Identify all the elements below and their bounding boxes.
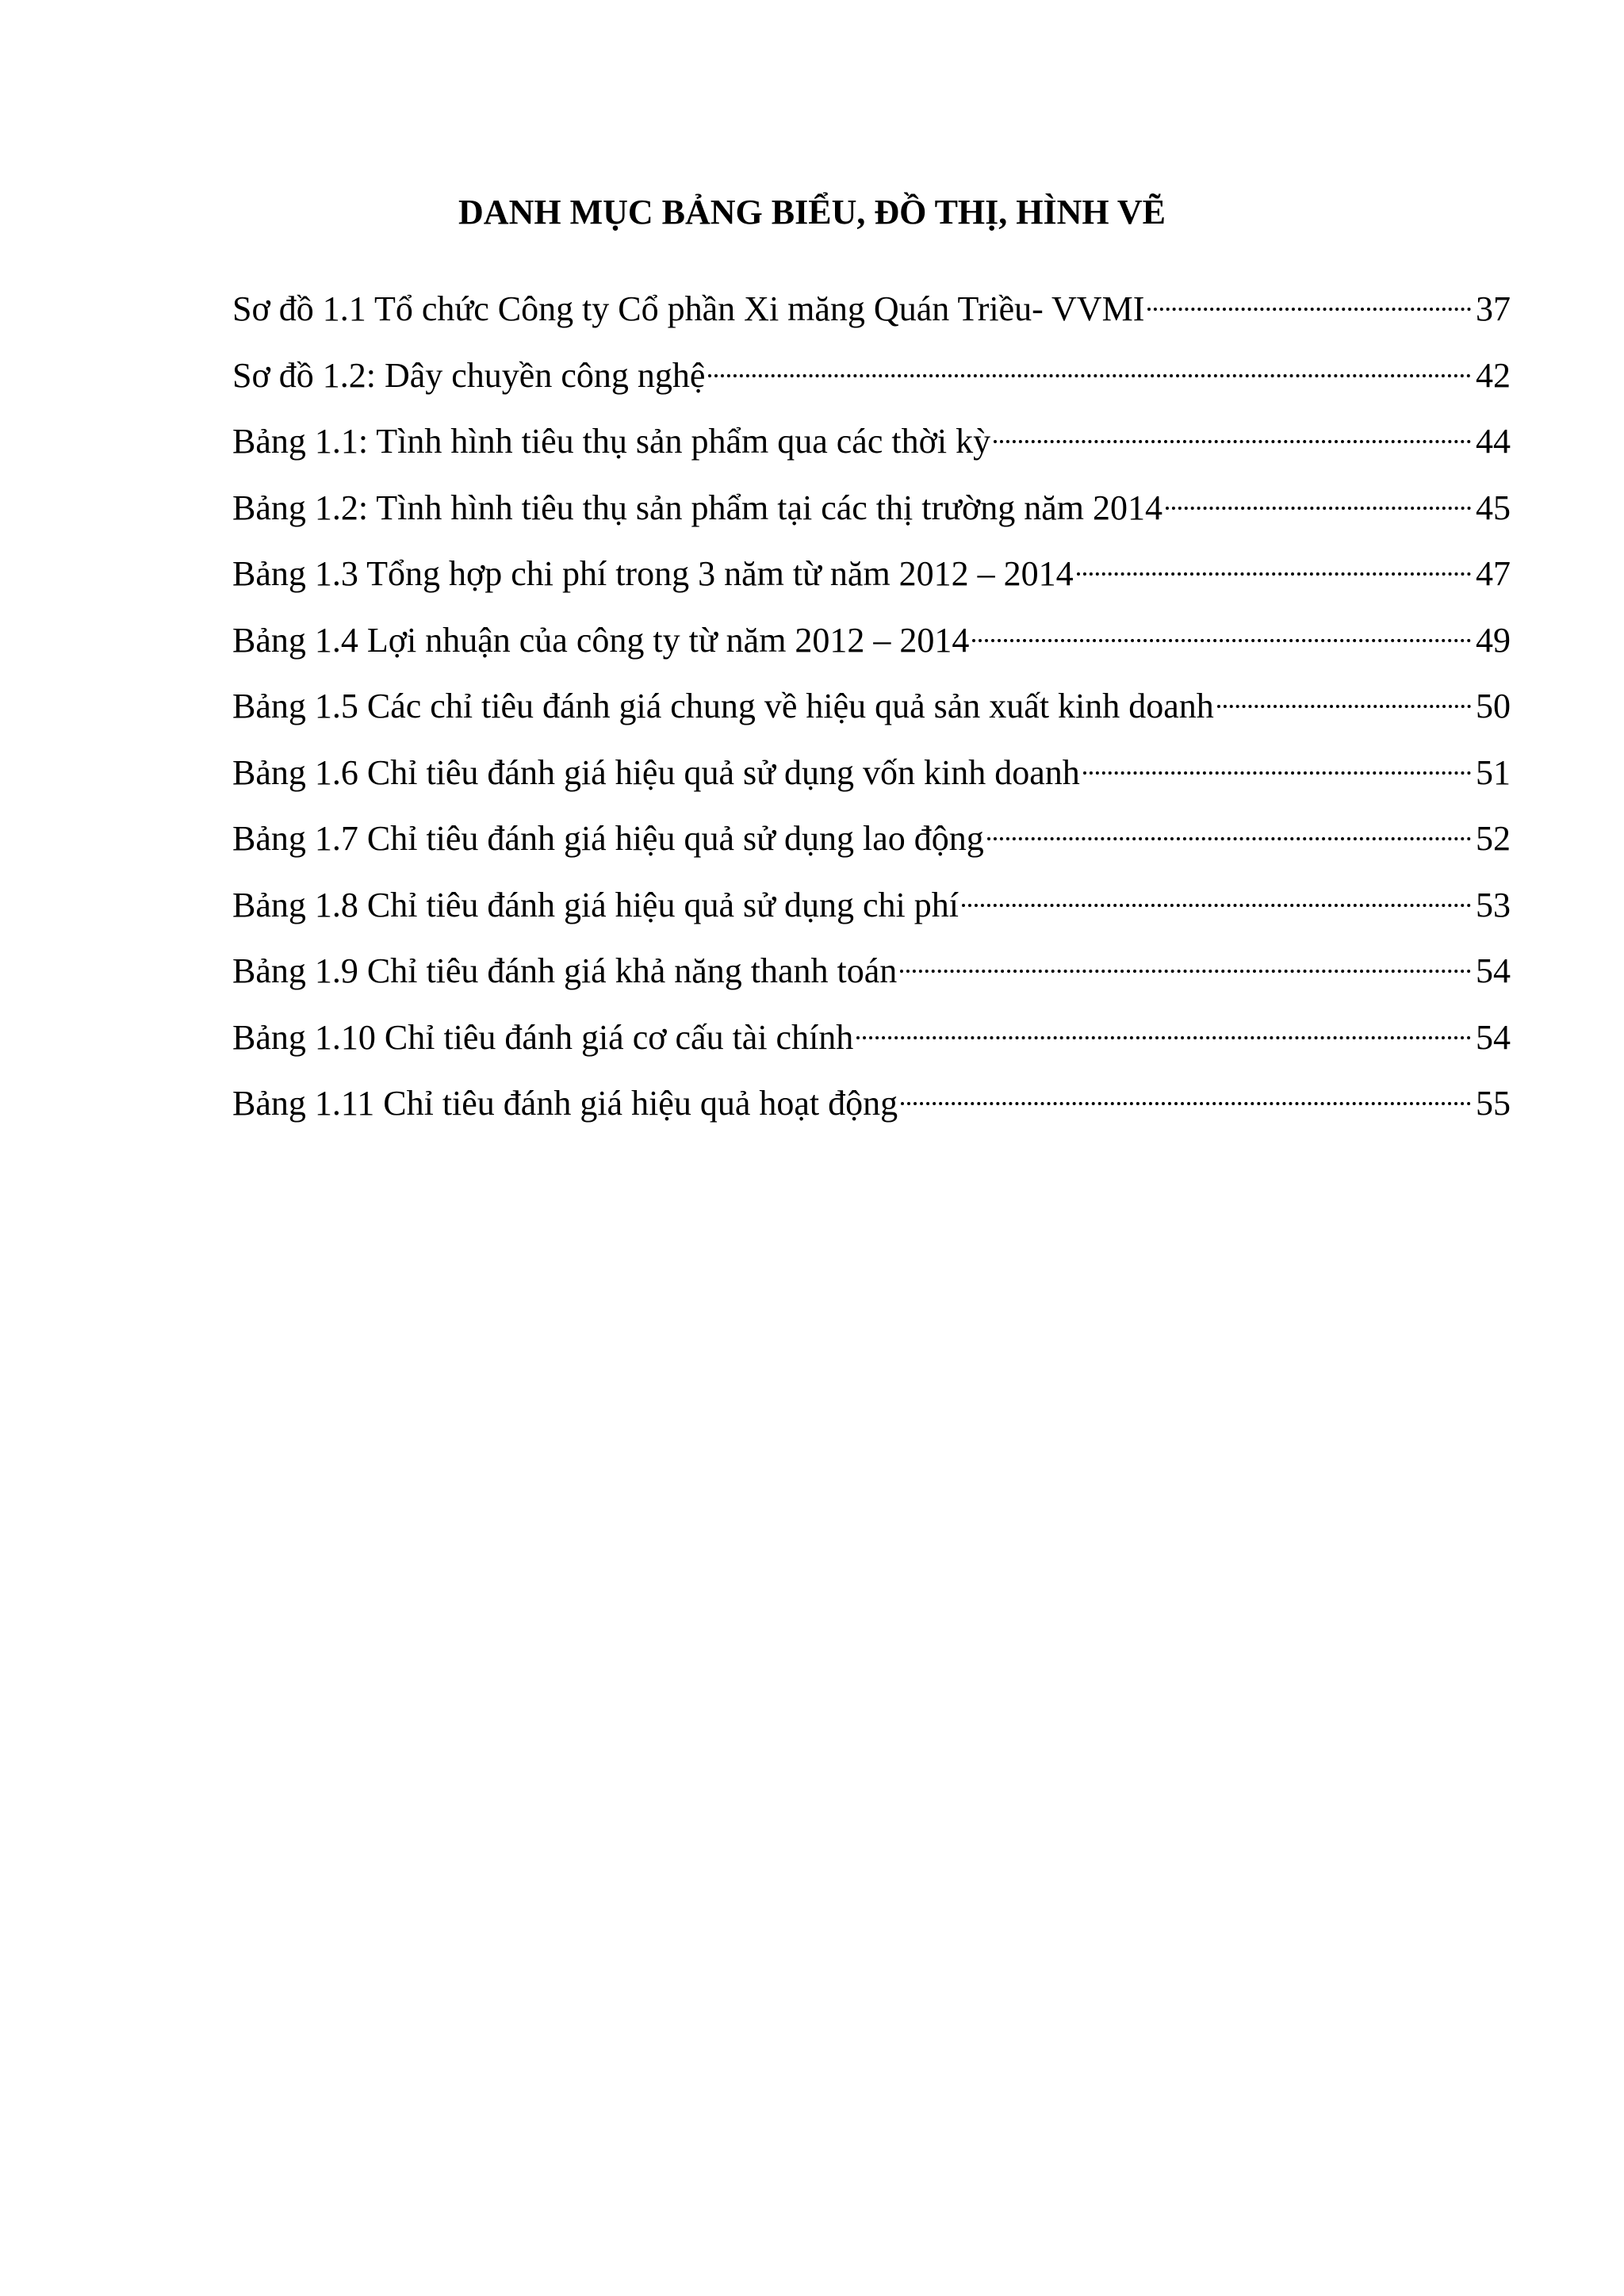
toc-entry-page-number: 37 [1476,289,1511,328]
dot-leader [972,607,1471,652]
toc-entry-label: Bảng 1.9 Chỉ tiêu đánh giá khả năng thanh toán [232,951,898,990]
toc-entry-label: Sơ đồ 1.2: Dây chuyền công nghệ [232,355,706,395]
dot-leader [994,408,1471,453]
toc-entry [232,276,1511,342]
toc-entry [232,673,1511,740]
table-of-contents [232,276,1511,1137]
toc-entry-label: Bảng 1.4 Lợi nhuận của công ty từ năm 2012 – 2014 [232,620,970,660]
toc-entry-label: Bảng 1.10 Chỉ tiêu đánh giá cơ cấu tài chính [232,1017,854,1057]
toc-entry-label: Bảng 1.1: Tình hình tiêu thụ sản phẩm qua các thời kỳ [232,422,991,461]
toc-entry-label: Bảng 1.11 Chỉ tiêu đánh giá hiệu quả hoạt động [232,1084,898,1123]
toc-entry-label: Bảng 1.7 Chỉ tiêu đánh giá hiệu quả sử dụng lao động [232,819,984,858]
toc-entry [232,408,1511,475]
toc-entry-label: Bảng 1.2: Tình hình tiêu thụ sản phẩm tại các thị trường năm 2014 [232,488,1163,527]
toc-entry [232,872,1511,939]
toc-entry-page-number: 52 [1476,819,1511,858]
toc-entry [232,938,1511,1004]
dot-leader [901,1070,1471,1115]
toc-entry-page-number: 47 [1476,554,1511,593]
dot-leader [1077,541,1471,585]
toc-entry [232,541,1511,607]
dot-leader [1147,276,1471,320]
toc-entry [232,475,1511,541]
toc-entry [232,607,1511,674]
toc-entry-page-number: 49 [1476,620,1511,660]
toc-entry-label: Bảng 1.6 Chỉ tiêu đánh giá hiệu quả sử dụng vốn kinh doanh [232,752,1080,792]
dot-leader [962,872,1471,916]
toc-entry [232,1070,1511,1137]
page-title: DANH MỤC BẢNG BIỂU, ĐỒ THỊ, HÌNH VẼ [458,193,1166,232]
dot-leader [987,806,1471,850]
dot-leader [900,938,1471,982]
toc-entry [232,342,1511,409]
toc-entry-label: Bảng 1.3 Tổng hợp chi phí trong 3 năm từ năm 2012 – 2014 [232,554,1074,593]
toc-entry-label: Bảng 1.5 Các chỉ tiêu đánh giá chung về hiệu quả sản xuất kinh doanh [232,687,1214,725]
toc-entry [232,806,1511,872]
toc-entry-page-number: 51 [1476,752,1511,792]
toc-entry-page-number: 54 [1476,951,1511,990]
toc-entry-page-number: 42 [1476,355,1511,395]
toc-entry-label: Sơ đồ 1.1 Tổ chức Công ty Cổ phần Xi măng Quán Triều- VVMI [232,289,1145,328]
toc-entry-page-number: 50 [1476,687,1511,725]
toc-entry-page-number: 45 [1476,488,1511,527]
toc-entry-label: Bảng 1.8 Chỉ tiêu đánh giá hiệu quả sử dụng chi phí [232,885,959,924]
dot-leader [1166,475,1471,519]
dot-leader [708,342,1471,387]
toc-entry [232,1004,1511,1071]
toc-entry-page-number: 55 [1476,1084,1511,1123]
dot-leader [856,1004,1471,1049]
toc-entry [232,740,1511,806]
toc-entry-page-number: 44 [1476,422,1511,461]
toc-entry-page-number: 54 [1476,1017,1511,1057]
dot-leader [1217,673,1471,718]
toc-entry-page-number: 53 [1476,885,1511,924]
dot-leader [1083,740,1471,784]
